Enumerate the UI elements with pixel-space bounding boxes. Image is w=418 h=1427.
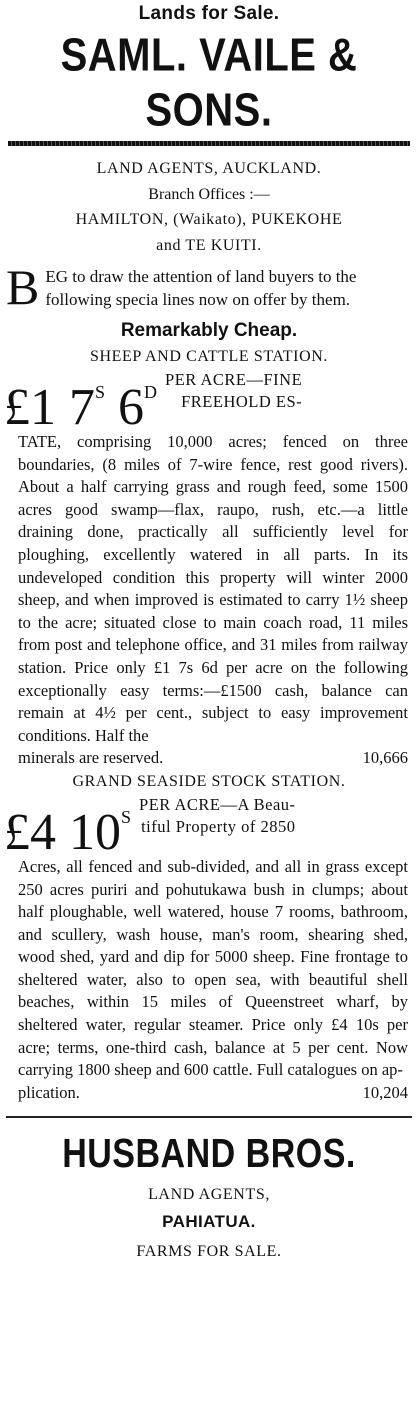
listing-last-line: plication. (18, 1082, 80, 1102)
firm2-role: LAND AGENTS, (148, 1186, 270, 1204)
intro-dropcap: B (6, 259, 40, 315)
firm2-footer: FARMS FOR SALE. (136, 1243, 282, 1261)
branch-line-1: HAMILTON, (Waikato), PUKEKOHE (75, 211, 343, 228)
firm-role: LAND AGENTS, AUCKLAND. (96, 160, 322, 177)
price-shillings: 10 (69, 803, 121, 861)
listing-ref-number: 10,204 (362, 1082, 408, 1102)
listing-2 (4, 794, 408, 1105)
firm-name-vaile: SAML. VAILE & SONS. (60, 30, 358, 136)
listing-last-line: minerals are reserved. (18, 748, 164, 768)
price-rest-2 (139, 794, 296, 838)
intro-paragraph (4, 259, 410, 315)
listing-body-2: Acres, all fenced and sub-divided, and all in grass except 250 acres puriri and pohutukawa bush in clumps; about half ploughable, well watered, house 7 rooms, bathroom, and scullery, wash house, man's room, shearing shed, wood shed, yard and dip for 5000 sheep. Fine frontage to sheltered water, also to open sea, with beautiful shell beaches, within 15 miles of Queenstreet wharf, by sheltered water, regular steamer. Price only £4 10s per acre; terms, one-third cash, balance at 5 per cent. Now carrying 1800 sheep and 600 cattle. Full catalogues on ap- (18, 856, 408, 1080)
price-rest-1 (165, 369, 302, 413)
price-pence-suffix: D (144, 382, 158, 402)
branch-line-2: and TE KUITI. (156, 237, 262, 254)
listing-body-1: TATE, comprising 10,000 acres; fenced on three boundaries, (8 miles of 7-wire fence, rest good rivers). About a half carrying grass and rough feed, some 1500 acres good swamp—flax, raupo, rush, etc.—a little draining done, practically all sufficiently level for ploughing, excellently watered in all parts. In its undeveloped condition this property will winter 2000 sheep, and when improved is estimated to carry 1½ sheep to the acre; situated close to main coach road, 11 miles from post and telephone office, and 31 miles from railway station. Price only £1 7s 6d per acre on the following exceptionally easy terms:—£1500 cash, balance can remain at 4½ per cent., subject to easy improvement conditions. Half the (18, 432, 408, 745)
price-pounds: £1 (4, 379, 56, 436)
firm-name-husband: HUSBAND BROS. (62, 1131, 356, 1178)
price-rest-line-1: PER ACRE—A Beau- (139, 794, 296, 814)
price-rest-line-1: PER ACRE—FINE (165, 370, 303, 389)
intro-text: EG to draw the attention of land buyers to the following specia lines now on offer by them. (45, 267, 357, 309)
price-shillings-suffix: S (121, 806, 132, 827)
price-2 (4, 794, 132, 861)
station-title-1: SHEEP AND CATTLE STATION. (89, 348, 328, 365)
section-heading: Lands for Sale. (138, 3, 280, 24)
price-line-1 (4, 369, 408, 436)
listing-ref-number: 10,666 (362, 748, 408, 768)
divider-rule-2 (6, 1116, 412, 1118)
branch-label: Branch Offices :— (148, 186, 270, 203)
price-pence: 6 (118, 379, 145, 436)
station-title-2: GRAND SEASIDE STOCK STATION. (72, 772, 346, 790)
price-rest-line-2: tiful Property of 2850 (141, 816, 296, 836)
price-shillings-suffix: S (95, 382, 106, 402)
price-shillings: 7 (69, 379, 95, 436)
subheading-cheap: Remarkably Cheap. (120, 320, 298, 341)
divider-rule (8, 141, 410, 146)
price-rest-line-2: FREEHOLD ES- (181, 392, 303, 411)
price-pounds: £4 (4, 803, 56, 861)
firm2-town: PAHIATUA. (162, 1212, 256, 1232)
listing-footer-2 (18, 1082, 408, 1105)
listing-footer-1 (18, 747, 408, 770)
listing-1 (4, 369, 408, 770)
price-line-2 (4, 794, 408, 861)
price-1 (4, 369, 158, 436)
